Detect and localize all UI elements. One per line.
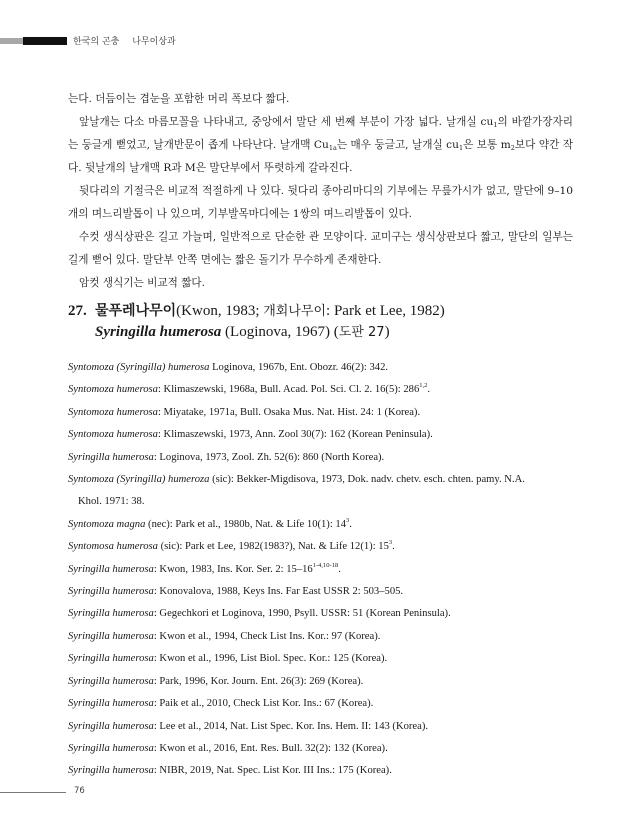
reference-entry [68, 581, 573, 603]
reference-citation: : Konovalova, 1988, Keys Ins. Far East USSR 2: 503–505. [153, 586, 404, 598]
reference-entry [68, 671, 573, 693]
reference-citation: : Lee et al., 2014, Nat. List Spec. Kor. Ins. Hem. II: 143 (Korea). [153, 720, 429, 732]
reference-entry [68, 536, 573, 558]
reference-entry [68, 626, 573, 648]
reference-citation: : NIBR, 2019, Nat. Spec. List Kor. III Ins.: 175 (Korea). [153, 765, 392, 777]
reference-tail: . [427, 384, 431, 396]
reference-taxon: Syntomoza humerosa [68, 406, 158, 418]
reference-taxon: Syringilla humerosa [68, 608, 154, 620]
reference-taxon: Syntomosa humerosa [68, 541, 158, 553]
reference-entry [68, 357, 573, 379]
header-bar-black [23, 37, 67, 45]
reference-entry [68, 447, 573, 469]
species-heading-line-1 [68, 301, 445, 322]
reference-taxon: Syringilla humerosa [68, 451, 154, 463]
reference-taxon: Syringilla humerosa [68, 630, 154, 642]
reference-citation: : Kwon et al., 1994, Check List Ins. Kor.: 97 (Korea). [153, 630, 381, 642]
reference-citation: : Miyatake, 1971a, Bull. Osaka Mus. Nat. Hist. 24: 1 (Korea). [157, 406, 421, 418]
reference-entry [68, 693, 573, 715]
running-header [73, 34, 186, 47]
reference-entry [68, 469, 573, 491]
plate-close: ) [384, 324, 390, 340]
reference-entry [68, 760, 573, 782]
reference-citation: (nec): Park et al., 1980b, Nat. & Life 10(1): 14 [145, 518, 347, 530]
reference-entry [68, 716, 573, 738]
reference-superscript: 3 [346, 516, 350, 524]
reference-citation: : Klimaszewski, 1973, Ann. Zool 30(7): 162 (Korean Peninsula). [157, 429, 433, 441]
book-title: 한국의 곤충 [73, 37, 120, 47]
reference-taxon: Syringilla humerosa [68, 675, 154, 687]
subscript: 1 [458, 144, 464, 152]
body-text-segment: 암컷 생식기는 비교적 짧다. [79, 277, 206, 289]
species-korean-name: 물푸레나무이 [95, 303, 177, 319]
reference-tail: . [338, 563, 341, 575]
subscript: 1a [328, 144, 337, 152]
description-body [68, 88, 573, 295]
reference-taxon: Syntomoza humerosa [68, 429, 158, 441]
reference-taxon: Syntomoza (Syringilla) humerosa [68, 362, 210, 373]
reference-citation: : Loginova, 1973, Zool. Zh. 52(6): 860 (North Korea). [153, 451, 385, 463]
reference-taxon: Syntomoza humerosa [68, 384, 158, 396]
reference-taxon: Syringilla humerosa [68, 765, 154, 777]
reference-citation: : Kwon et al., 1996, List Biol. Spec. Kor.: 125 (Korea). [153, 653, 388, 665]
reference-continuation: Khol. 1971: 38. [78, 496, 145, 508]
header-bar-gray [0, 38, 23, 44]
body-paragraph [68, 226, 573, 272]
synonymy-references [68, 357, 573, 783]
reference-tail: . [392, 541, 395, 553]
body-paragraph [68, 272, 573, 295]
reference-citation: (sic): Park et Lee, 1982(1983?), Nat. & Life 12(1): 15 [157, 541, 389, 553]
reference-taxon: Syntomoza (Syringilla) humeroza [68, 474, 210, 486]
reference-citation: : Kwon et al., 2016, Ent. Res. Bull. 32(2): 132 (Korea). [153, 742, 388, 754]
reference-entry [68, 514, 573, 536]
body-text-segment: 은 보통 m [463, 139, 511, 151]
reference-taxon: Syntomoza magna [68, 518, 146, 530]
reference-citation: (sic): Bekker-Migdisova, 1973, Dok. nadv. chetv. esch. chten. pamy. N.A. [209, 474, 525, 486]
korean-name-authority: (Kwon, 1983; [176, 303, 264, 319]
reference-citation: : Klimaszewski, 1968a, Bull. Acad. Pol. Sci. Cl. 2. 16(5): 286 [157, 384, 420, 396]
reference-citation: : Park, 1996, Kor. Journ. Ent. 26(3): 269 (Korea). [153, 675, 364, 687]
body-text-segment: 수컷 생식상판은 길고 가늘며, 일반적으로 단순한 관 모양이다. 교미구는 생식상판보다 짧고, 말단의 일부는 길게 뻗어 있다. 말단부 안쪽 면에는 짧은 돌기가 무수하게 존재한다. [68, 231, 573, 266]
reference-taxon: Syringilla humerosa [68, 742, 154, 754]
footer-rule [0, 792, 66, 793]
synonym-korean-name: 개회나무이 [263, 304, 327, 319]
reference-entry [68, 402, 573, 424]
body-text-segment: 뒷다리의 기절극은 비교적 적절하게 나 있다. 뒷다리 종아리마디의 기부에는 무릎가시가 없고, 말단에 9–10개의 며느리발톱이 나 있으며, 기부발목마디에는 1쌍의 며느리발톱이 있다. [68, 185, 573, 220]
reference-citation: : Paik et al., 2010, Check List Kor. Ins.: 67 (Korea). [153, 698, 374, 710]
reference-entry [68, 603, 573, 625]
reference-entry [68, 424, 573, 446]
reference-citation: : Kwon, 1983, Ins. Kor. Ser. 2: 15–16 [153, 563, 313, 575]
species-heading [68, 301, 445, 343]
body-text-segment: 는다. 더듬이는 겹눈을 포함한 머리 폭보다 짧다. [68, 93, 290, 105]
plate-reference: 도판 27 [338, 325, 385, 340]
chapter-title: 나무이상과 [132, 37, 176, 47]
reference-taxon: Syringilla humerosa [68, 586, 154, 598]
reference-entry [68, 379, 573, 401]
reference-taxon: Syringilla humerosa [68, 698, 154, 710]
subscript: 1 [493, 121, 498, 129]
reference-entry [68, 559, 573, 581]
reference-superscript: 1,2 [419, 382, 428, 390]
body-paragraph [68, 180, 573, 226]
body-paragraph [68, 88, 573, 111]
body-text-segment: 보다 약간 작다. 뒷날개의 날개맥 R과 M은 말단부에서 뚜렷하게 갈라진다. [68, 139, 574, 174]
scientific-authority: (Loginova, 1967) ( [221, 324, 339, 340]
reference-entry [68, 648, 573, 670]
species-scientific-name: Syringilla humerosa [95, 324, 222, 340]
reference-superscript: 3 [388, 539, 393, 547]
species-heading-line-2 [68, 322, 445, 343]
reference-citation: : Gegechkori et Loginova, 1990, Psyll. USSR: 51 (Korean Peninsula). [153, 608, 451, 620]
subscript: 2 [510, 144, 515, 152]
species-number: 27. [68, 303, 87, 319]
reference-entry [68, 738, 573, 760]
reference-citation: Loginova, 1967b, Ent. Obozr. 46(2): 342. [209, 362, 389, 373]
reference-taxon: Syringilla humerosa [68, 720, 154, 732]
body-text-segment: 의 바깥가장자리는 둥글게 뻗었고, 날개반문이 좁게 나타난다. 날개맥 Cu [68, 116, 573, 151]
page-number: 76 [74, 786, 85, 796]
reference-tail: . [349, 518, 352, 530]
synonym-authority: : Park et Lee, 1982) [326, 303, 445, 319]
body-text-segment: 는 매우 둥글고, 날개실 cu [336, 139, 459, 151]
reference-taxon: Syringilla humerosa [68, 653, 154, 665]
body-text-segment: 앞날개는 다소 마름모꼴을 나타내고, 중앙에서 말단 세 번째 부분이 가장 넓다. 날개실 cu [79, 116, 494, 128]
reference-taxon: Syringilla humerosa [68, 563, 154, 575]
reference-superscript: 1-4,10-18 [312, 561, 339, 569]
body-paragraph [68, 111, 573, 180]
